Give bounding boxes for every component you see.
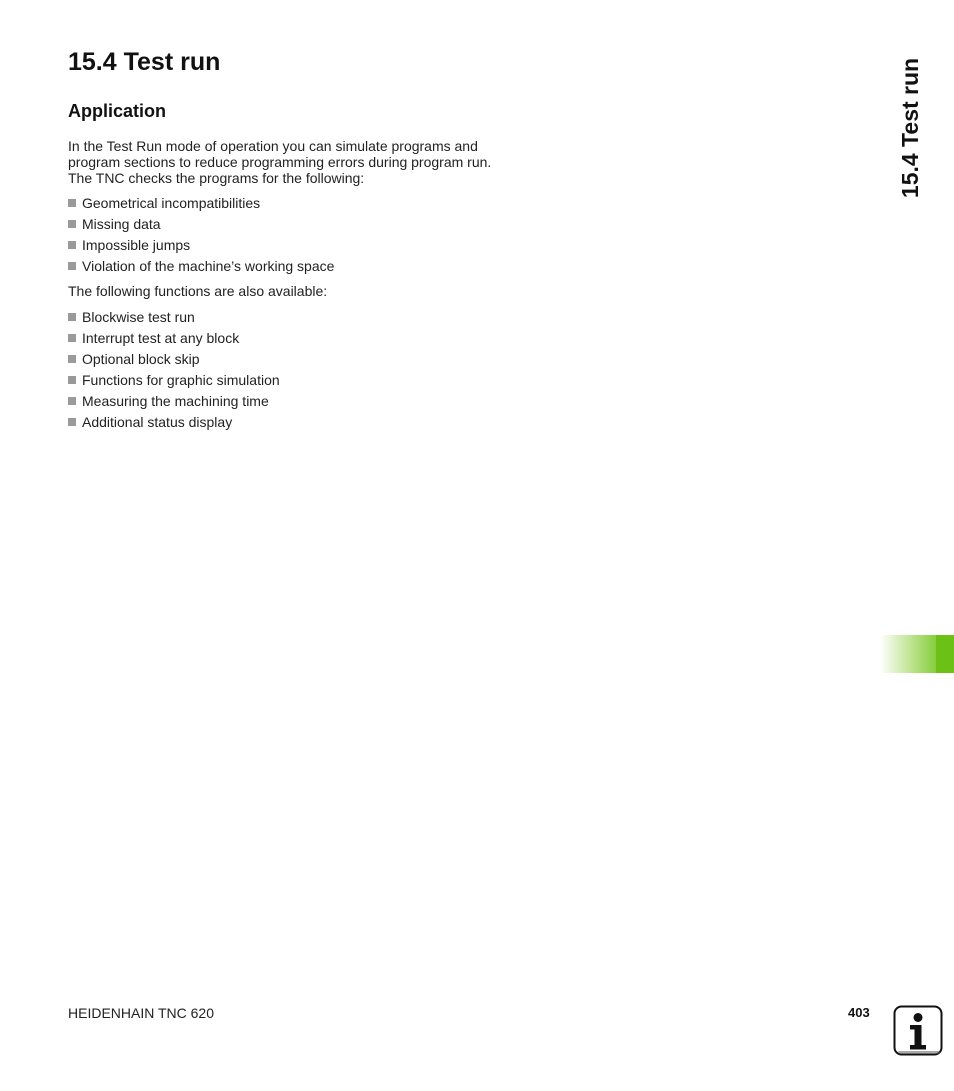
list-item-text: Missing data (82, 216, 161, 232)
intro-line: The TNC checks the programs for the following: (68, 170, 365, 186)
list-item (68, 372, 280, 393)
square-bullet-icon (68, 199, 76, 207)
info-icon (893, 1005, 943, 1056)
list-item-text: Functions for graphic simulation (82, 372, 280, 388)
list-item-text: Additional status display (82, 414, 233, 430)
list-item (68, 216, 334, 237)
square-bullet-icon (68, 355, 76, 363)
list-item-text: Optional block skip (82, 351, 200, 367)
intro-line: program sections to reduce programming errors during program run. (68, 154, 492, 170)
list-item-text: Interrupt test at any block (82, 330, 240, 346)
page-title: 15.4 Test run (68, 48, 221, 76)
list-item-text: Geometrical incompatibilities (82, 195, 261, 211)
list-item (68, 414, 280, 435)
functions-list (68, 309, 280, 435)
list-item (68, 258, 334, 279)
footer-product-name: HEIDENHAIN TNC 620 (68, 1005, 215, 1021)
list-item (68, 309, 280, 330)
section-heading-application: Application (68, 101, 166, 121)
square-bullet-icon (68, 220, 76, 228)
intro-line: In the Test Run mode of operation you can simulate programs and (68, 138, 478, 154)
square-bullet-icon (68, 418, 76, 426)
square-bullet-icon (68, 334, 76, 342)
checks-list (68, 195, 334, 279)
list-item-text: Blockwise test run (82, 309, 195, 325)
page-number: 403 (848, 1005, 870, 1020)
square-bullet-icon (68, 262, 76, 270)
list-item-text: Violation of the machine’s working space (82, 258, 335, 274)
square-bullet-icon (68, 313, 76, 321)
square-bullet-icon (68, 241, 76, 249)
list-item (68, 330, 280, 351)
list-item-text: Measuring the machining time (82, 393, 269, 409)
list-item (68, 393, 280, 414)
square-bullet-icon (68, 376, 76, 384)
side-running-title: 15.4 Test run (897, 57, 923, 199)
also-available-text: The following functions are also available: (68, 283, 328, 299)
chapter-tab-marker (880, 635, 954, 673)
list-item (68, 195, 334, 216)
list-item-text: Impossible jumps (82, 237, 191, 253)
intro-paragraph (68, 138, 528, 186)
chapter-tab-edge (936, 635, 954, 673)
square-bullet-icon (68, 397, 76, 405)
list-item (68, 237, 334, 258)
list-item (68, 351, 280, 372)
